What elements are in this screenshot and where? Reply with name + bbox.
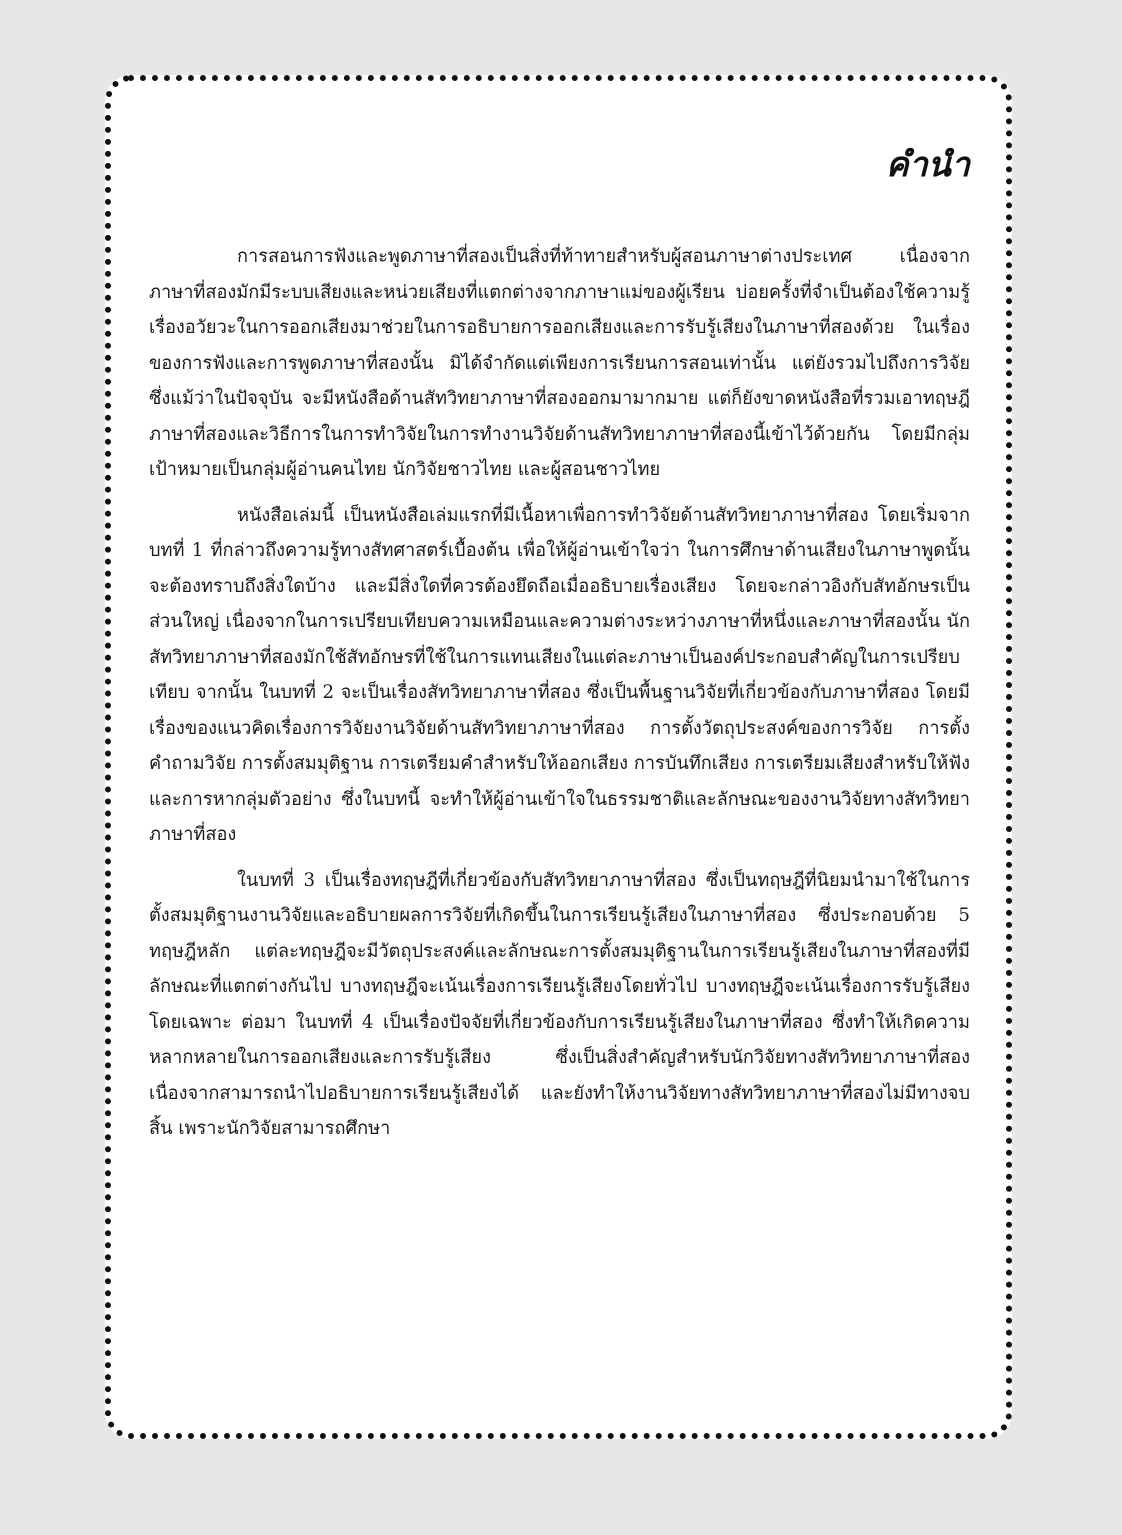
page-title: คำนำ bbox=[885, 145, 970, 185]
body-text bbox=[149, 239, 970, 1157]
paragraph-1: การสอนการฟังและพูดภาษาที่สองเป็นสิ่งที่ท้าทายสำหรับผู้สอนภาษาต่างประเทศ เนื่องจากภาษาที่สองมักมีระบบเสียงและหน่วยเสียงที่แตกต่างจากภาษาแม่ของผู้เรียน บ่อยครั้งที่จำเป็นต้องใช้ความรู้เรื่องอวัยวะในการออกเสียงมาช่วยในการอธิบายการออกเสียงและการรับรู้เสียงในภาษาที่สองด้วย ในเรื่องของการฟังและการพูดภาษาที่สองนั้น มิได้จำกัดแต่เพียงการเรียนการสอนเท่านั้น แต่ยังรวมไปถึงการวิจัย ซึ่งแม้ว่าในปัจจุบัน จะมีหนังสือด้านสัทวิทยาภาษาที่สองออกมามากมาย แต่ก็ยังขาดหนังสือที่รวมเอาทฤษฎีภาษาที่สองและวิธีการในการทำวิจัยในการทำงานวิจัยด้านสัทวิทยาภาษาที่สองนี้เข้าไว้ด้วยกัน โดยมีกลุ่มเป้าหมายเป็นกลุ่มผู้อ่านคนไทย นักวิจัยชาวไทย และผู้สอนชาวไทย bbox=[149, 246, 970, 480]
page-frame bbox=[105, 75, 1012, 1439]
paragraph-2: หนังสือเล่มนี้ เป็นหนังสือเล่มแรกที่มีเนื้อหาเพื่อการทำวิจัยด้านสัทวิทยาภาษาที่สอง โดยเริ่มจากบทที่ 1 ที่กล่าวถึงความรู้ทางสัทศาสตร์เบื้องต้น เพื่อให้ผู้อ่านเข้าใจว่า ในการศึกษาด้านเสียงในภาษาพูดนั้น จะต้องทราบถึงสิ่งใดบ้าง และมีสิ่งใดที่ควรต้องยึดถือเมื่ออธิบายเรื่องเสียง โดยจะกล่าวอิงกับสัทอักษรเป็นส่วนใหญ่ เนื่องจากในการเปรียบเทียบความเหมือนและความต่างระหว่างภาษาที่หนึ่งและภาษาที่สองนั้น นักสัทวิทยาภาษาที่สองมักใช้สัทอักษรที่ใช้ในการแทนเสียงในแต่ละภาษาเป็นองค์ประกอบสำคัญในการเปรียบเทียบ จากนั้น ในบทที่ 2 จะเป็นเรื่องสัทวิทยาภาษาที่สอง ซึ่งเป็นพื้นฐานวิจัยที่เกี่ยวข้องกับภาษาที่สอง โดยมีเรื่องของแนวคิดเรื่องการวิจัยงานวิจัยด้านสัทวิทยาภาษาที่สอง การตั้งวัตถุประสงค์ของการวิจัย การตั้งคำถามวิจัย การตั้งสมมุติฐาน การเตรียมคำสำหรับให้ออกเสียง การบันทึกเสียง การเตรียมเสียงสำหรับให้ฟัง และการหากลุ่มตัวอย่าง ซึ่งในบทนี้ จะทำให้ผู้อ่านเข้าใจในธรรมชาติและลักษณะของงานวิจัยทางสัทวิทยาภาษาที่สอง bbox=[149, 504, 970, 845]
paragraph-3: ในบทที่ 3 เป็นเรื่องทฤษฎีที่เกี่ยวข้องกับสัทวิทยาภาษาที่สอง ซึ่งเป็นทฤษฎีที่นิยมนำมาใช้ในการตั้งสมมุติฐานงานวิจัยและอธิบายผลการวิจัยที่เกิดขึ้นในการเรียนรู้เสียงในภาษาที่สอง ซึ่งประกอบด้วย 5 ทฤษฎีหลัก แต่ละทฤษฎีจะมีวัตถุประสงค์และลักษณะการตั้งสมมุติฐานในการเรียนรู้เสียงในภาษาที่สองที่มีลักษณะที่แตกต่างกันไป บางทฤษฎีจะเน้นเรื่องการเรียนรู้เสียงโดยทั่วไป บางทฤษฎีจะเน้นเรื่องการรับรู้เสียงโดยเฉพาะ ต่อมา ในบทที่ 4 เป็นเรื่องปัจจัยที่เกี่ยวข้องกับการเรียนรู้เสียงในภาษาที่สอง ซึ่งทำให้เกิดความหลากหลายในการออกเสียงและการรับรู้เสียง ซึ่งเป็นสิ่งสำคัญสำหรับนักวิจัยทางสัทวิทยาภาษาที่สองเนื่องจากสามารถนำไปอธิบายการเรียนรู้เสียงได้ และยังทำให้งานวิจัยทางสัทวิทยาภาษาที่สองไม่มีทางจบสิ้น เพราะนักวิจัยสามารถศึกษา bbox=[149, 869, 970, 1139]
